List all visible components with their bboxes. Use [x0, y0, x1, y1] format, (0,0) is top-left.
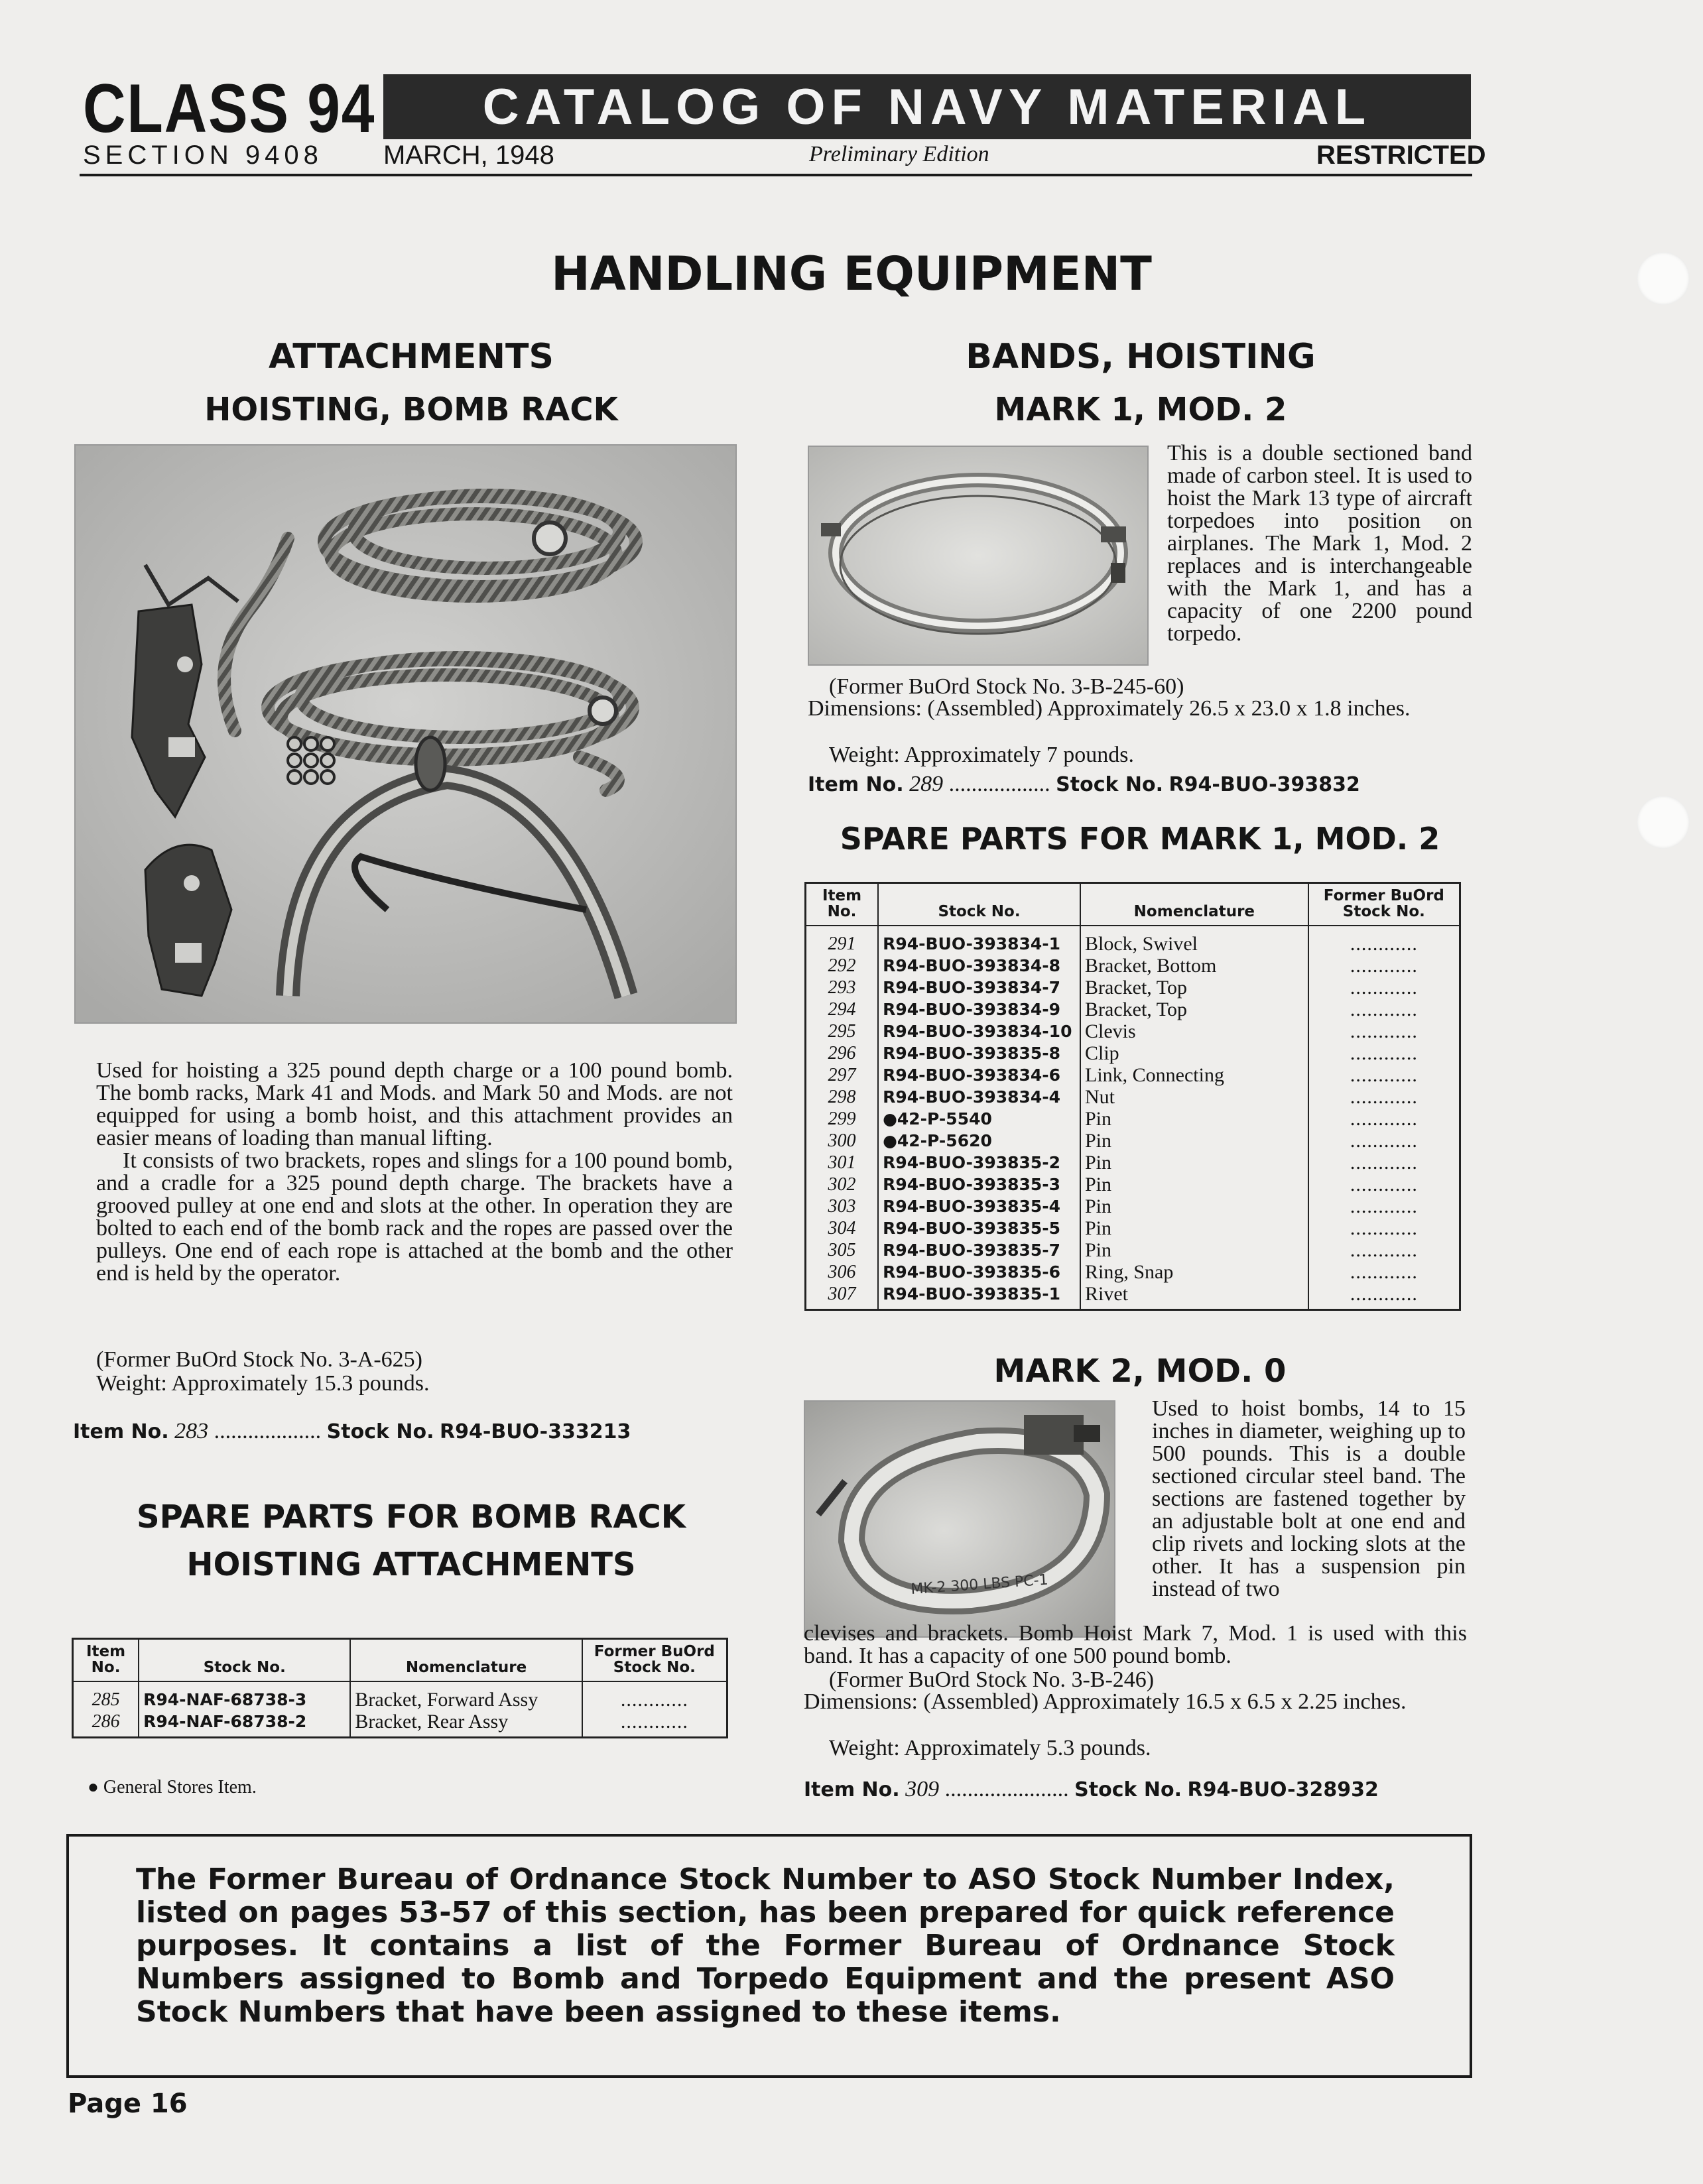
- leader-dots: ......................: [944, 1777, 1069, 1801]
- table-row: [806, 1108, 1460, 1130]
- item-label: Item No.: [804, 1778, 900, 1801]
- nomenclature-cell: Clip: [1080, 1042, 1308, 1064]
- former-stock-cell: ............: [1308, 1283, 1460, 1310]
- item-number-cell: 305: [828, 1240, 856, 1260]
- nomenclature-cell: Bracket, Top: [1080, 999, 1308, 1020]
- nomenclature-cell: Bracket, Bottom: [1080, 955, 1308, 977]
- attachments-description: [96, 1060, 733, 1285]
- item-number: 289: [909, 772, 944, 796]
- stock-number-cell: R94-BUO-393835-7: [878, 1239, 1080, 1261]
- stock-number-cell: R94-NAF-68738-2: [139, 1711, 350, 1738]
- table-row: [806, 999, 1460, 1020]
- item-number-cell: 294: [828, 999, 856, 1020]
- nomenclature-cell: Link, Connecting: [1080, 1064, 1308, 1086]
- item-label: Item No.: [73, 1420, 169, 1443]
- item-number-cell: 298: [828, 1087, 856, 1107]
- stock-number-cell: R94-BUO-393834-10: [878, 1020, 1080, 1042]
- item-number: 283: [174, 1419, 209, 1443]
- item-number-cell: 295: [828, 1021, 856, 1042]
- stock-number: R94-BUO-328932: [1187, 1778, 1379, 1801]
- stock-number-cell: R94-BUO-393835-2: [878, 1152, 1080, 1174]
- item-number-cell: 301: [828, 1152, 856, 1173]
- item-number: 309: [905, 1777, 940, 1801]
- header-divider: [80, 174, 1472, 176]
- nomenclature-cell: Ring, Snap: [1080, 1261, 1308, 1283]
- punch-hole-middle: [1637, 796, 1690, 849]
- item-number-cell: 307: [828, 1284, 856, 1304]
- column-header-item: Item No.: [806, 883, 879, 926]
- mark2-weight: Weight: Approximately 5.3 pounds.: [829, 1736, 1151, 1760]
- stock-number: R94-BUO-333213: [440, 1420, 631, 1443]
- nomenclature-cell: Pin: [1080, 1217, 1308, 1239]
- band-mark1-description: This is a double sectioned band made of carbon steel. It is used to hoist the Mark 13 type of aircraft torpedoes into position on airplanes. The Mark 1, Mod. 2 replaces and is interchangeable with the Mark 1, and has a capacity of one 2200 pound torpedo.: [1167, 441, 1472, 646]
- table-header-row: [806, 883, 1460, 926]
- issue-date: MARCH, 1948: [383, 141, 554, 170]
- item-number-cell: 296: [828, 1043, 856, 1063]
- item-label: Item No.: [808, 773, 904, 796]
- edition-label: Preliminary Edition: [809, 142, 989, 166]
- nomenclature-cell: Pin: [1080, 1108, 1308, 1130]
- column-header-stock: Stock No.: [878, 883, 1080, 926]
- spare-bomb-rack-table: [72, 1638, 728, 1738]
- nomenclature-cell: Pin: [1080, 1174, 1308, 1195]
- table-row: [73, 1681, 727, 1711]
- column-header-item: Item No.: [73, 1639, 139, 1682]
- former-stock-cell: ............: [1308, 1042, 1460, 1064]
- nomenclature-cell: Block, Swivel: [1080, 926, 1308, 955]
- former-stock-cell: ............: [582, 1711, 727, 1738]
- general-stores-note: ● General Stores Item.: [88, 1777, 257, 1797]
- stock-number-cell: R94-BUO-393834-9: [878, 999, 1080, 1020]
- stock-number-cell: ●42-P-5620: [878, 1130, 1080, 1152]
- item-number-cell: 300: [828, 1130, 856, 1151]
- table-row: [806, 1064, 1460, 1086]
- spare-band-table: [804, 882, 1461, 1311]
- attachments-weight: Weight: Approximately 15.3 pounds.: [96, 1371, 430, 1396]
- page-number: Page 16: [68, 2089, 188, 2119]
- stock-label: Stock No.: [1056, 773, 1164, 796]
- spare-bomb-rack-heading: SPARE PARTS FOR BOMB RACK: [137, 1498, 686, 1536]
- nomenclature-cell: Pin: [1080, 1195, 1308, 1217]
- nomenclature-cell: Bracket, Forward Assy: [350, 1681, 582, 1711]
- nomenclature-cell: Pin: [1080, 1239, 1308, 1261]
- table-header-row: [73, 1639, 727, 1682]
- stock-number-cell: R94-BUO-393834-7: [878, 977, 1080, 999]
- nomenclature-cell: Pin: [1080, 1152, 1308, 1174]
- former-stock-cell: ............: [1308, 1239, 1460, 1261]
- table-row: [73, 1711, 727, 1738]
- former-stock-cell: ............: [1308, 926, 1460, 955]
- nomenclature-cell: Rivet: [1080, 1283, 1308, 1310]
- item-number-cell: 303: [828, 1196, 856, 1217]
- band-mark1-item-line: [808, 772, 1360, 797]
- band-mark1-former-stock: (Former BuOrd Stock No. 3-B-245-60): [829, 674, 1184, 699]
- item-number-cell: 285: [92, 1689, 120, 1710]
- former-stock-cell: ............: [1308, 977, 1460, 999]
- item-number-cell: 293: [828, 977, 856, 998]
- item-number-cell: 306: [828, 1262, 856, 1282]
- former-stock-cell: ............: [1308, 1174, 1460, 1195]
- table-row: [806, 1152, 1460, 1174]
- stock-number-cell: R94-BUO-393835-4: [878, 1195, 1080, 1217]
- stock-number-cell: R94-BUO-393834-4: [878, 1086, 1080, 1108]
- table-row: [806, 1195, 1460, 1217]
- table-row: [806, 955, 1460, 977]
- column-header-nomenclature: Nomenclature: [350, 1639, 582, 1682]
- stock-number: R94-BUO-393832: [1168, 773, 1360, 796]
- stock-number-cell: R94-BUO-393835-8: [878, 1042, 1080, 1064]
- table-row: [806, 977, 1460, 999]
- attachments-heading: ATTACHMENTS: [269, 337, 554, 377]
- item-number-cell: 292: [828, 955, 856, 976]
- band-mark1-dimensions: Dimensions: (Assembled) Approximately 26.5 x 23.0 x 1.8 inches.: [808, 696, 1411, 721]
- band-mark1-photo: [808, 446, 1149, 666]
- band-stamp-text: MK-2 300 LBS PC-1: [910, 1571, 1049, 1598]
- item-number-cell: 299: [828, 1109, 856, 1129]
- page-title: HANDLING EQUIPMENT: [551, 247, 1152, 301]
- nomenclature-cell: Bracket, Top: [1080, 977, 1308, 999]
- former-stock-cell: ............: [1308, 1108, 1460, 1130]
- item-number-cell: 286: [92, 1711, 120, 1732]
- item-number-cell: 302: [828, 1174, 856, 1195]
- spare-band-heading: SPARE PARTS FOR MARK 1, MOD. 2: [840, 821, 1440, 857]
- column-header-nomenclature: Nomenclature: [1080, 883, 1308, 926]
- band-mark1-weight: Weight: Approximately 7 pounds.: [829, 743, 1134, 767]
- former-stock-cell: ............: [1308, 1195, 1460, 1217]
- bands-subheading: MARK 1, MOD. 2: [994, 391, 1287, 428]
- table-row: [806, 1239, 1460, 1261]
- attachments-item-line: [73, 1419, 631, 1444]
- former-stock-cell: ............: [582, 1681, 727, 1711]
- column-header-former: Former BuOrd Stock No.: [582, 1639, 727, 1682]
- table-row: [806, 1086, 1460, 1108]
- attachments-description-para-2: It consists of two brackets, ropes and slings for a 100 pound bomb, and a cradle for a 325 pound depth charge. The brackets have a grooved pulley at one end and slots at the other. In operation they are bolted to each end of the bomb rack and the ropes are passed over the pulleys. One end of each rope is attached at the bomb and the other end is held by the operator.: [96, 1148, 733, 1286]
- stock-number-cell: R94-BUO-393835-3: [878, 1174, 1080, 1195]
- leader-dots: ...................: [214, 1419, 322, 1443]
- mark2-heading: MARK 2, MOD. 0: [993, 1353, 1287, 1390]
- catalog-title-banner: [383, 74, 1471, 139]
- nomenclature-cell: Nut: [1080, 1086, 1308, 1108]
- former-stock-cell: ............: [1308, 1064, 1460, 1086]
- mark2-dimensions: Dimensions: (Assembled) Approximately 16.5 x 6.5 x 2.25 inches.: [804, 1689, 1407, 1714]
- mark2-description: Used to hoist bombs, 14 to 15 inches in diameter, weighing up to 500 pounds. This is a double sectioned circular steel band. The sections are fastened together by an adjustable bolt at one end and clip rivets and locking slots at the other. It has a suspension pin instead of two: [1152, 1396, 1466, 1601]
- stock-label: Stock No.: [326, 1420, 434, 1443]
- item-number-cell: 297: [828, 1065, 856, 1085]
- table-row: [806, 1261, 1460, 1283]
- class-title: CLASS 94: [83, 70, 376, 147]
- table-row: [806, 1217, 1460, 1239]
- mark2-item-line: [804, 1777, 1379, 1802]
- stock-number-cell: R94-NAF-68738-3: [139, 1681, 350, 1711]
- table-row: [806, 1283, 1460, 1310]
- item-number-cell: 291: [828, 934, 856, 954]
- mark2-description-continued: clevises and brackets. Bomb Hoist Mark 7, Mod. 1 is used with this band. It has a capacity of one 500 pound bomb.: [804, 1621, 1467, 1668]
- spare-bomb-rack-subheading: HOISTING ATTACHMENTS: [186, 1546, 636, 1583]
- hoisting-attachments-photo: [74, 444, 737, 1024]
- stock-number-cell: R94-BUO-393835-1: [878, 1283, 1080, 1310]
- table-row: [806, 926, 1460, 955]
- nomenclature-cell: Pin: [1080, 1130, 1308, 1152]
- classification-label: RESTRICTED: [1316, 141, 1486, 170]
- section-number: SECTION 9408: [83, 141, 323, 170]
- attachments-former-stock: (Former BuOrd Stock No. 3-A-625): [96, 1347, 422, 1372]
- stock-number-cell: R94-BUO-393834-1: [878, 926, 1080, 955]
- item-number-cell: 304: [828, 1218, 856, 1239]
- table-row: [806, 1020, 1460, 1042]
- bands-heading: BANDS, HOISTING: [966, 337, 1316, 377]
- stock-number-cell: ●42-P-5540: [878, 1108, 1080, 1130]
- table-row: [806, 1130, 1460, 1152]
- stock-label: Stock No.: [1074, 1778, 1182, 1801]
- catalog-title: CATALOG OF NAVY MATERIAL: [482, 78, 1372, 135]
- column-header-stock: Stock No.: [139, 1639, 350, 1682]
- band-mark2-photo: [804, 1400, 1115, 1638]
- former-stock-cell: ............: [1308, 1152, 1460, 1174]
- former-stock-cell: ............: [1308, 1086, 1460, 1108]
- notice-text: The Former Bureau of Ordnance Stock Number to ASO Stock Number Index, listed on pages 53-57 of this section, has been prepared for quick reference purposes. It contains a list of the Former Bureau of Ordnance Stock Numbers assigned to Bomb and Torpedo Equipment and the present ASO Stock Numbers that have been assigned to these items.: [136, 1862, 1395, 2029]
- former-stock-cell: ............: [1308, 1020, 1460, 1042]
- stock-number-cell: R94-BUO-393835-6: [878, 1261, 1080, 1283]
- column-header-former: Former BuOrd Stock No.: [1308, 883, 1460, 926]
- nomenclature-cell: Clevis: [1080, 1020, 1308, 1042]
- stock-number-cell: R94-BUO-393834-8: [878, 955, 1080, 977]
- attachments-subheading: HOISTING, BOMB RACK: [204, 391, 618, 428]
- stock-number-cell: R94-BUO-393834-6: [878, 1064, 1080, 1086]
- stock-number-cell: R94-BUO-393835-5: [878, 1217, 1080, 1239]
- former-stock-cell: ............: [1308, 955, 1460, 977]
- former-stock-cell: ............: [1308, 1217, 1460, 1239]
- mark2-former-stock: (Former BuOrd Stock No. 3-B-246): [829, 1668, 1155, 1692]
- former-stock-cell: ............: [1308, 1130, 1460, 1152]
- former-stock-cell: ............: [1308, 1261, 1460, 1283]
- table-row: [806, 1174, 1460, 1195]
- nomenclature-cell: Bracket, Rear Assy: [350, 1711, 582, 1738]
- former-stock-cell: ............: [1308, 999, 1460, 1020]
- attachments-description-para-1: Used for hoisting a 325 pound depth charge or a 100 pound bomb. The bomb racks, Mark 41 and Mods. and Mark 50 and Mods. are not equipped for using a bomb hoist, and this attachment provides an easier means of loading than manual lifting.: [96, 1058, 733, 1150]
- table-row: [806, 1042, 1460, 1064]
- leader-dots: ..................: [948, 772, 1050, 796]
